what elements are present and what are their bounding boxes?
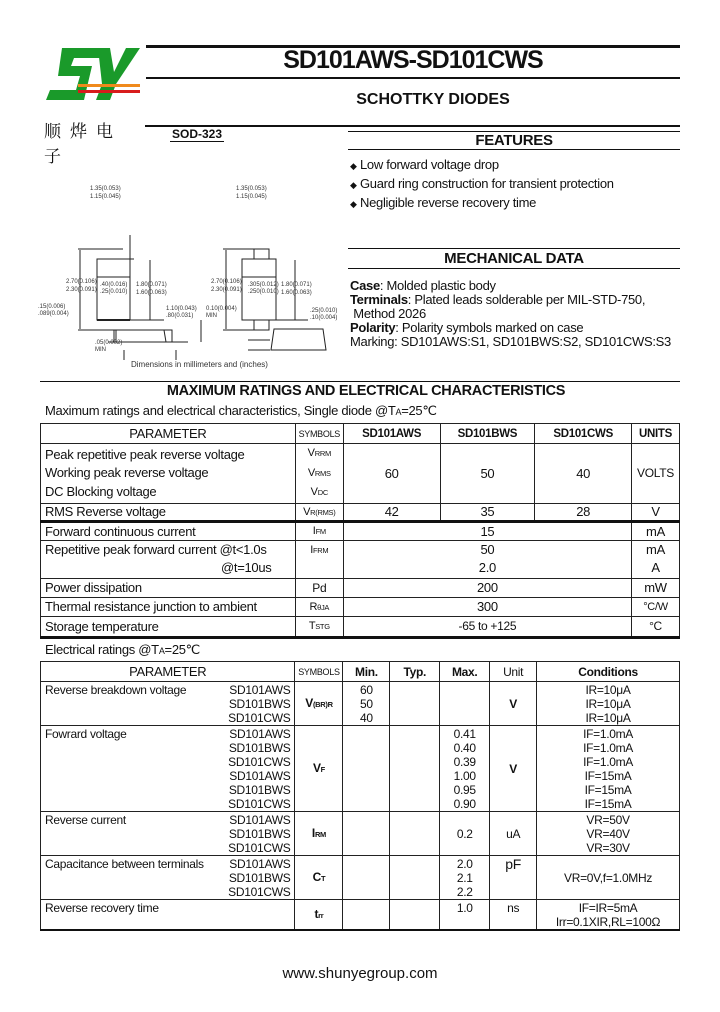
typ-cell (390, 726, 440, 812)
min-cell (343, 682, 390, 726)
symbol-subscript: F (320, 765, 325, 774)
min-cell (343, 900, 390, 931)
table-row: Thermal resistance junction to ambient RθJA 300 °C/W (41, 597, 680, 616)
symbol-base: V (305, 696, 313, 710)
table-header-row: PARAMETER SYMBOLS SD101AWS SD101BWS SD101CWS UNITS (41, 424, 680, 444)
svg-text:1.80(0.071): 1.80(0.071) (281, 282, 312, 288)
mechanical-data: Case: Molded plastic body Terminals: Plated leads solderable per MIL-STD-750, Method 2026 Polarity: Polarity symbols marked on case Marking: SD101AWS:S1, SD101BWS:S2, SD101CWS:S3 (350, 278, 671, 349)
dimension-labels: .15(0.006) .089(0.004) (38, 304, 69, 317)
model-cell-line: SD101BWS (228, 697, 291, 711)
symbol-cell (295, 900, 343, 931)
model-cell (218, 726, 295, 812)
conditions-cell-line: IR=10μA (585, 711, 631, 725)
symbol-subscript: T (320, 874, 326, 883)
company-logo (44, 44, 144, 167)
model-cell-line: SD101BWS (228, 741, 291, 755)
model-cell-line: SD101CWS (228, 797, 291, 811)
bullet-icon: ◆ (350, 161, 357, 171)
max-cell-line: 0.2 (456, 827, 473, 841)
table-row (41, 726, 680, 812)
svg-text:1.15(0.045): 1.15(0.045) (90, 194, 121, 200)
symbol-cell (295, 726, 343, 812)
max-cell-line: 0.41 (453, 727, 476, 741)
svg-text:1.35(0.053): 1.35(0.053) (90, 186, 121, 192)
parameter-cell: Capacitance between terminals (41, 856, 219, 900)
table-row: Repetitive peak forward current @t<1.0s @t=10us IFRM 50 2.0 mA A (41, 540, 680, 578)
max-cell (440, 682, 490, 726)
symbol-subscript: rr (318, 911, 324, 920)
conditions-cell (537, 812, 680, 856)
typ-cell (390, 812, 440, 856)
conditions-cell-line: IF=15mA (584, 783, 632, 797)
conditions-cell-line: IF=1.0mA (583, 741, 634, 755)
table-row: Storage temperature TSTG -65 to +125 °C (41, 616, 680, 637)
dimension-labels: .305(0.012) .250(0.010) (248, 282, 279, 295)
model-cell-line: SD101CWS (228, 885, 291, 899)
model-cell (218, 856, 295, 900)
symbol-base: C (312, 870, 321, 884)
typ-cell (390, 856, 440, 900)
conditions-cell-line: IF=15mA (584, 769, 632, 783)
model-cell-line: SD101AWS (229, 813, 291, 827)
symbol-subscript: (BR)R (312, 700, 333, 709)
symbol-base: V (312, 761, 321, 775)
unit-cell: pF (490, 856, 537, 900)
bullet-icon: ◆ (350, 199, 357, 209)
conditions-cell-line: VR=50V (586, 813, 630, 827)
model-cell (218, 812, 295, 856)
model-cell-line: SD101CWS (228, 755, 291, 769)
max-cell (440, 726, 490, 812)
table-row: Power dissipation Pd 200 mW (41, 578, 680, 597)
table-row (41, 900, 680, 931)
max-cell (440, 812, 490, 856)
dimension-labels: .40(0.016) .25(0.010) (100, 282, 128, 295)
conditions-cell-line: VR=0V,f=1.0MHz (564, 871, 653, 885)
logo-chinese-name: 顺烨电子 (44, 122, 122, 167)
table-row: RMS Reverse voltage VR(RMS) 42 35 28 V (41, 503, 680, 521)
model-cell-line: SD101AWS (229, 857, 291, 871)
conditions-cell-line: IF=15mA (584, 797, 632, 811)
model-cell-line: SD101AWS (229, 769, 291, 783)
electrical-note: Electrical ratings @TA=25℃ (45, 642, 200, 657)
model-cell (218, 900, 295, 931)
parameter-cell: Reverse current (41, 812, 219, 856)
max-cell (440, 900, 490, 931)
model-cell-line: SD101BWS (228, 783, 291, 797)
parameter-cell: Fowrard voltage (41, 726, 219, 812)
table-row (41, 856, 680, 900)
ratings-heading: MAXIMUM RATINGS AND ELECTRICAL CHARACTERISTICS (166, 383, 566, 399)
svg-text:1.15(0.045): 1.15(0.045) (236, 194, 267, 200)
unit-cell: V (490, 682, 537, 726)
svg-text:2.70(0.106): 2.70(0.106) (211, 279, 242, 285)
document-subtitle: SCHOTTKY DIODES (356, 91, 510, 108)
table-row: Forward continuous current IFM 15 mA (41, 521, 680, 540)
dimension-labels: 1.10(0.043) .80(0.031) (166, 306, 197, 319)
max-cell-line: 2.1 (456, 871, 473, 885)
conditions-cell-line: IR=10μA (585, 683, 631, 697)
conditions-cell-line: IF=IR=5mA (578, 901, 638, 915)
feature-item: ◆ Low forward voltage drop (350, 157, 499, 172)
max-cell-line: 1.00 (453, 769, 476, 783)
min-cell (343, 726, 390, 812)
model-cell-line: SD101AWS (229, 683, 291, 697)
symbol-cell (295, 812, 343, 856)
package-dimension-drawing (38, 150, 343, 360)
model-cell-line: SD101AWS (229, 727, 291, 741)
table-row (41, 682, 680, 726)
symbol-subscript: RM (314, 830, 327, 839)
max-cell-line: 2.2 (456, 885, 473, 899)
model-cell-line: SD101BWS (228, 827, 291, 841)
symbol-base: t (314, 907, 319, 921)
svg-text:2.30(0.091): 2.30(0.091) (66, 287, 97, 293)
conditions-cell (537, 682, 680, 726)
model-cell (218, 682, 295, 726)
typ-cell (390, 900, 440, 931)
svg-text:1.35(0.053): 1.35(0.053) (236, 186, 267, 192)
model-cell-line: SD101CWS (228, 841, 291, 855)
max-cell-line: 0.40 (453, 741, 476, 755)
svg-text:1.60(0.063): 1.60(0.063) (281, 290, 312, 296)
max-cell-line: 0.95 (453, 783, 476, 797)
sy-logo-mark (44, 44, 144, 106)
table-row (41, 812, 680, 856)
maximum-ratings-table (40, 423, 680, 639)
conditions-cell (537, 856, 680, 900)
mechanical-heading: MECHANICAL DATA (444, 250, 584, 267)
conditions-cell-line: Irr=0.1XIR,RL=100Ω (555, 915, 661, 929)
feature-item: ◆ Guard ring construction for transient protection (350, 176, 614, 191)
max-cell-line: 2.0 (456, 857, 473, 871)
typ-cell (390, 682, 440, 726)
electrical-ratings-table (40, 661, 680, 931)
symbol-cell (295, 682, 343, 726)
package-label: SOD-323 (172, 127, 223, 141)
conditions-cell-line: IF=1.0mA (583, 727, 634, 741)
max-cell (440, 856, 490, 900)
max-cell-line: 0.39 (453, 755, 476, 769)
conditions-cell-line: IF=1.0mA (583, 755, 634, 769)
unit-cell: V (490, 726, 537, 812)
unit-cell: uA (490, 812, 537, 856)
dimensions-note: Dimensions in millimeters and (inches) (131, 360, 268, 369)
symbol-base: I (311, 826, 315, 840)
min-cell-line: 50 (360, 697, 373, 711)
max-cell-line: 0.90 (453, 797, 476, 811)
table-header-row: PARAMETER SYMBOLS Min. Typ. Max. Unit Conditions (41, 662, 680, 682)
conditions-cell-line: IR=10μA (585, 697, 631, 711)
svg-text:2.30(0.091): 2.30(0.091) (211, 287, 242, 293)
parameter-cell: Reverse breakdown voltage (41, 682, 219, 726)
model-cell-line: SD101CWS (228, 711, 291, 725)
unit-cell: ns (490, 900, 537, 931)
dimension-labels: 0.10(0.004) MIN (206, 306, 237, 319)
dimension-labels: .05(0.002) MIN (95, 340, 123, 353)
table-row: Peak repetitive peak reverse voltage Working peak reverse voltage DC Blocking voltage VRRM VRMS VDC 60 50 40 VOLTS (41, 444, 680, 504)
conditions-cell-line: VR=30V (586, 841, 630, 855)
feature-item: ◆ Negligible reverse recovery time (350, 195, 537, 210)
svg-text:1.80(0.071): 1.80(0.071) (136, 282, 167, 288)
svg-text:1.60(0.063): 1.60(0.063) (136, 290, 167, 296)
bullet-icon: ◆ (350, 180, 357, 190)
ratings-note: Maximum ratings and electrical characteristics, Single diode @TA=25℃ (45, 403, 437, 418)
footer-website-link[interactable]: www.shunyegroup.com (282, 965, 438, 982)
symbol-cell (295, 856, 343, 900)
min-cell-line: 40 (360, 711, 373, 725)
features-heading: FEATURES (475, 132, 553, 149)
min-cell (343, 812, 390, 856)
conditions-cell-line: VR=40V (586, 827, 630, 841)
min-cell (343, 856, 390, 900)
conditions-cell (537, 900, 680, 931)
model-cell-line: SD101BWS (228, 871, 291, 885)
max-cell-line: 1.0 (456, 901, 473, 915)
min-cell-line: 60 (360, 683, 373, 697)
document-title: SD101AWS-SD101CWS (283, 46, 543, 74)
conditions-cell (537, 726, 680, 812)
parameter-cell: Reverse recovery time (41, 900, 219, 931)
dimension-labels: .25(0.010) .10(0.004) (310, 308, 338, 321)
svg-text:2.70(0.106): 2.70(0.106) (66, 279, 97, 285)
